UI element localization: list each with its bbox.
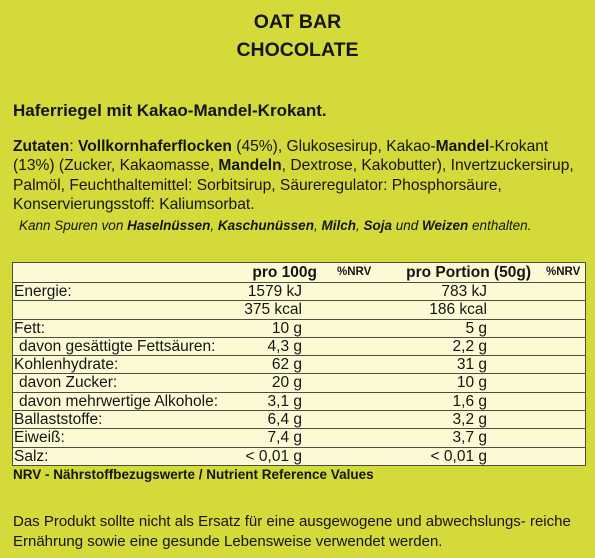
header-per-100g: pro 100g xyxy=(252,264,317,281)
ingredients-line xyxy=(13,137,574,156)
value-per-100g: 1579 kJ xyxy=(247,283,302,300)
trace-allergen: Weizen xyxy=(422,218,469,233)
value-per-100g: 62 g xyxy=(271,356,302,374)
value-per-100g: 20 g xyxy=(271,374,302,392)
allergen-text: Mandeln xyxy=(218,157,282,175)
header-label-cell xyxy=(13,263,242,282)
nutrient-label: Energie: xyxy=(14,283,72,300)
header-per-portion: pro Portion (50g) xyxy=(406,264,531,281)
value-per-portion: 186 kcal xyxy=(429,301,487,319)
nrv-per-100g-cell xyxy=(330,301,405,318)
ingredients-text: Palmöl, Feuchthaltemittel: Sorbitsirup, Säureregulator: Phosphorsäure, xyxy=(13,176,502,194)
allergen-text: Vollkornhaferflocken xyxy=(77,138,232,155)
nutrient-label: Salz: xyxy=(14,447,49,465)
value-per-portion: 31 g xyxy=(456,356,487,374)
nutrient-row xyxy=(13,282,585,300)
trace-allergen: Soja xyxy=(363,218,392,233)
value-per-100g: 7,4 g xyxy=(267,429,302,447)
product-title-line-1: OAT BAR xyxy=(253,11,342,33)
trace-allergen: Milch xyxy=(321,218,356,233)
nrv-per-portion-cell xyxy=(540,320,585,337)
nutrient-row xyxy=(13,300,585,318)
traces-text: und xyxy=(392,218,423,233)
value-per-100g: 3,1 g xyxy=(267,392,302,410)
traces-text: , xyxy=(210,218,218,233)
traces-text: , xyxy=(313,218,322,233)
disclaimer-line: Ernährung sowie eine gesunde Lebensweise verwendet werden. xyxy=(13,533,443,550)
disclaimer-line: Das Produkt sollte nicht als Ersatz für eine ausgewogene und abwechslungs- reiche xyxy=(13,513,571,530)
value-per-portion: 3,2 g xyxy=(452,411,487,429)
nrv-per-portion-cell xyxy=(540,448,585,465)
value-per-100g: < 0,01 g xyxy=(245,447,302,465)
ingredients-line xyxy=(13,176,574,195)
product-description: Haferriegel mit Kakao-Mandel-Krokant. xyxy=(13,101,327,120)
header-nrv-portion: %NRV xyxy=(546,266,581,278)
ingredients-text: (45%), Glukosesirup, Kakao- xyxy=(231,138,436,155)
value-per-portion: 3,7 g xyxy=(452,429,487,447)
nrv-per-portion-cell xyxy=(540,283,585,300)
nrv-per-100g-cell xyxy=(330,393,405,410)
nutrient-label: davon Zucker: xyxy=(19,374,118,392)
nrv-per-portion-cell xyxy=(540,301,585,318)
ingredients-list xyxy=(13,137,574,215)
nrv-per-portion-cell xyxy=(540,411,585,428)
nutrient-label: Kohlenhydrate: xyxy=(14,356,119,374)
nutrient-row xyxy=(13,447,585,465)
value-per-portion: 2,2 g xyxy=(452,337,487,355)
nutrient-row xyxy=(13,392,585,410)
nutrient-row xyxy=(13,410,585,428)
nutrient-row xyxy=(13,428,585,446)
value-per-portion: 10 g xyxy=(456,374,487,392)
nrv-per-100g-cell xyxy=(330,338,405,355)
nutrient-row xyxy=(13,337,585,355)
value-per-portion: 783 kJ xyxy=(441,283,487,300)
value-per-100g: 6,4 g xyxy=(267,411,302,429)
nutrient-row xyxy=(13,319,585,337)
ingredients-text: (13%) (Zucker, Kakaomasse, xyxy=(13,157,219,175)
value-per-portion: 1,6 g xyxy=(452,392,487,410)
nrv-per-100g-cell xyxy=(330,283,405,300)
nutrient-label: Eiweiß: xyxy=(14,429,65,447)
ingredients-text: -Krokant xyxy=(489,138,549,155)
ingredients-text: : xyxy=(69,138,78,155)
ingredients-line xyxy=(13,195,574,214)
nutrient-label: davon mehrwertige Alkohole: xyxy=(19,392,219,410)
disclaimer xyxy=(13,512,571,552)
nutrition-header-row xyxy=(13,263,585,282)
nutrient-row xyxy=(13,373,585,391)
nutrient-label xyxy=(13,301,242,318)
nutrient-row xyxy=(13,355,585,373)
allergen-text: Mandel xyxy=(435,138,490,155)
nrv-per-portion-cell xyxy=(540,429,585,446)
nutrition-table xyxy=(12,262,586,466)
nrv-per-100g-cell xyxy=(330,448,405,465)
trace-allergen: Kaschunüssen xyxy=(217,218,314,233)
nrv-per-portion-cell xyxy=(540,338,585,355)
nrv-per-100g-cell xyxy=(330,320,405,337)
traces-text: , xyxy=(355,218,364,233)
ingredients-heading: Zutaten xyxy=(13,138,70,155)
value-per-100g: 4,3 g xyxy=(267,337,302,355)
header-nrv-100g: %NRV xyxy=(337,266,372,278)
traces-text: enthalten. xyxy=(468,218,532,233)
nrv-per-100g-cell xyxy=(330,429,405,446)
value-per-portion: 5 g xyxy=(465,319,487,337)
value-per-100g: 10 g xyxy=(271,319,302,337)
nutrient-label: Ballaststoffe: xyxy=(14,411,103,429)
nrv-per-portion-cell xyxy=(540,356,585,373)
value-per-100g: 375 kcal xyxy=(244,301,302,319)
ingredients-text: , Dextrose, Kakobutter), Invertzuckersirup, xyxy=(281,157,574,175)
nutrient-label: Fett: xyxy=(14,319,46,337)
nutrient-label: davon gesättigte Fettsäuren: xyxy=(19,337,216,355)
nrv-per-100g-cell xyxy=(330,356,405,373)
allergen-traces-note xyxy=(19,218,531,234)
value-per-portion: < 0,01 g xyxy=(430,447,487,465)
nrv-per-portion-cell xyxy=(540,374,585,391)
nrv-per-portion-cell xyxy=(540,393,585,410)
traces-text: Kann Spuren von xyxy=(19,218,128,233)
ingredients-text: Konservierungsstoff: Kaliumsorbat. xyxy=(13,196,255,214)
trace-allergen: Haselnüssen xyxy=(127,218,211,233)
nrv-per-100g-cell xyxy=(330,411,405,428)
nrv-per-100g-cell xyxy=(330,374,405,391)
nrv-footnote: NRV - Nährstoffbezugswerte / Nutrient Reference Values xyxy=(13,467,374,482)
product-title-line-2: CHOCOLATE xyxy=(236,39,359,61)
ingredients-line xyxy=(13,156,574,175)
